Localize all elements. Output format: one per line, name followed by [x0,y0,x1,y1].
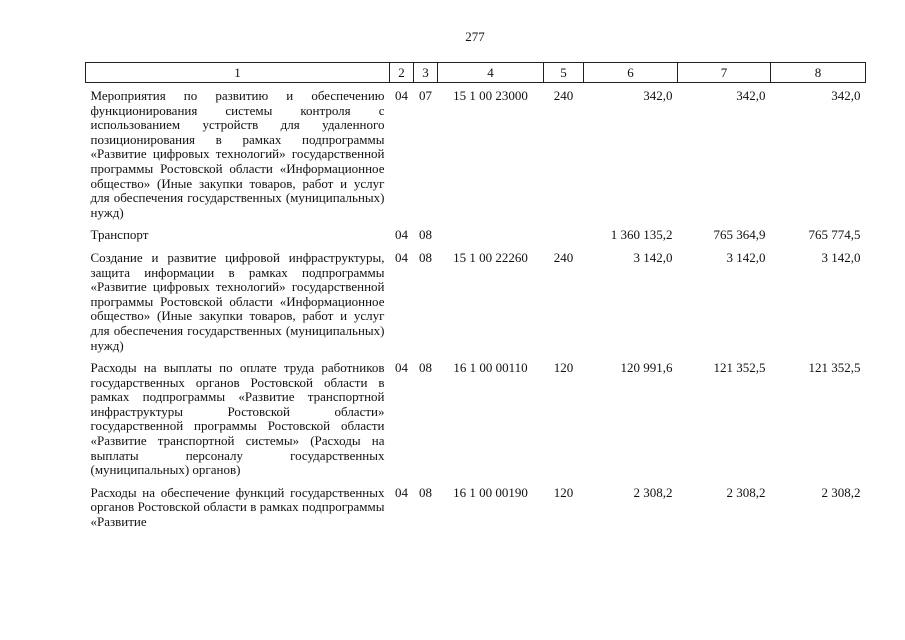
row-value-year3: 342,0 [831,88,861,103]
row-name: Создание и развитие цифровой инфраструктуры, защита информации в рамках подпрограммы «Развитие цифровых технологий» государственной программы Ростовской области «Информационное общество» (Иные закупки товаров, работ и услуг для обеспечения государственных (муниципальных) нужд) [90,249,385,353]
row-subsection: 08 [419,360,432,376]
row-name: Расходы на выплаты по оплате труда работников государственных органов Ростовской области в рамках подпрограммы «Развитие транспортной инфраструктуры Ростовской области» государственной программы Ростовской области «Развитие транспортной системы» (Расходы на выплаты персоналу государственных (муниципальных) органов) [90,360,385,478]
row-name: Расходы на обеспечение функций государственных органов Ростовской области в рамках подпрограммы «Развитие [90,484,385,530]
table-row [86,361,866,486]
row-subsection: 07 [419,88,432,103]
header-col-1: 1 [86,63,390,83]
row-name: Транспорт [90,227,149,243]
header-col-3: 3 [414,63,438,83]
table-row [86,486,866,538]
row-expense-type [544,228,584,251]
row-value-year2: 342,0 [736,88,766,103]
row-value-year2: 3 142,0 [726,249,766,265]
row-expense-type: 120 [553,360,574,376]
row-section: 04 [395,484,408,500]
header-col-8: 8 [771,63,866,83]
row-value-year3: 3 142,0 [821,249,861,265]
table-row [86,228,866,251]
table-row [86,83,866,229]
header-col-5: 5 [544,63,584,83]
row-value-year3: 2 308,2 [821,484,861,500]
row-section: 04 [395,249,408,265]
row-value-year3: 121 352,5 [808,360,861,376]
budget-table [85,62,866,538]
row-section: 04 [395,360,408,376]
header-col-6: 6 [584,63,678,83]
row-value-year2: 2 308,2 [726,484,766,500]
row-value-year2: 121 352,5 [713,360,766,376]
row-section: 04 [395,227,408,243]
row-target-article: 16 1 00 00190 [453,484,528,500]
header-col-7: 7 [678,63,771,83]
row-section: 04 [395,88,408,103]
page-number: 277 [465,29,485,44]
row-target-article [438,228,544,251]
row-target-article: 16 1 00 00110 [453,360,528,376]
header-row [86,63,866,83]
row-value-year2: 765 364,9 [713,227,766,243]
table-row [86,251,866,361]
row-expense-type: 240 [553,249,574,265]
row-value-year1: 342,0 [643,88,673,103]
header-col-4: 4 [438,63,544,83]
row-name: Мероприятия по развитию и обеспечению функционирования системы контроля с использованием устройств для удаленного позиционирования в рамках подпрограммы «Развитие цифровых технологий» государственной программы Ростовской области «Информационное общество» (Иные закупки товаров, работ и услуг для обеспечения государственных (муниципальных) нужд) [90,88,385,220]
row-subsection: 08 [419,227,432,243]
row-expense-type: 240 [553,88,574,103]
row-subsection: 08 [419,249,432,265]
header-col-2: 2 [390,63,414,83]
row-expense-type: 120 [553,484,574,500]
row-value-year1: 120 991,6 [620,360,673,376]
row-target-article: 15 1 00 22260 [453,249,528,265]
row-subsection: 08 [419,484,432,500]
row-target-article: 15 1 00 23000 [453,88,528,103]
row-value-year1: 3 142,0 [633,249,673,265]
row-value-year3: 765 774,5 [808,227,861,243]
row-value-year1: 1 360 135,2 [610,227,673,243]
row-value-year1: 2 308,2 [633,484,673,500]
